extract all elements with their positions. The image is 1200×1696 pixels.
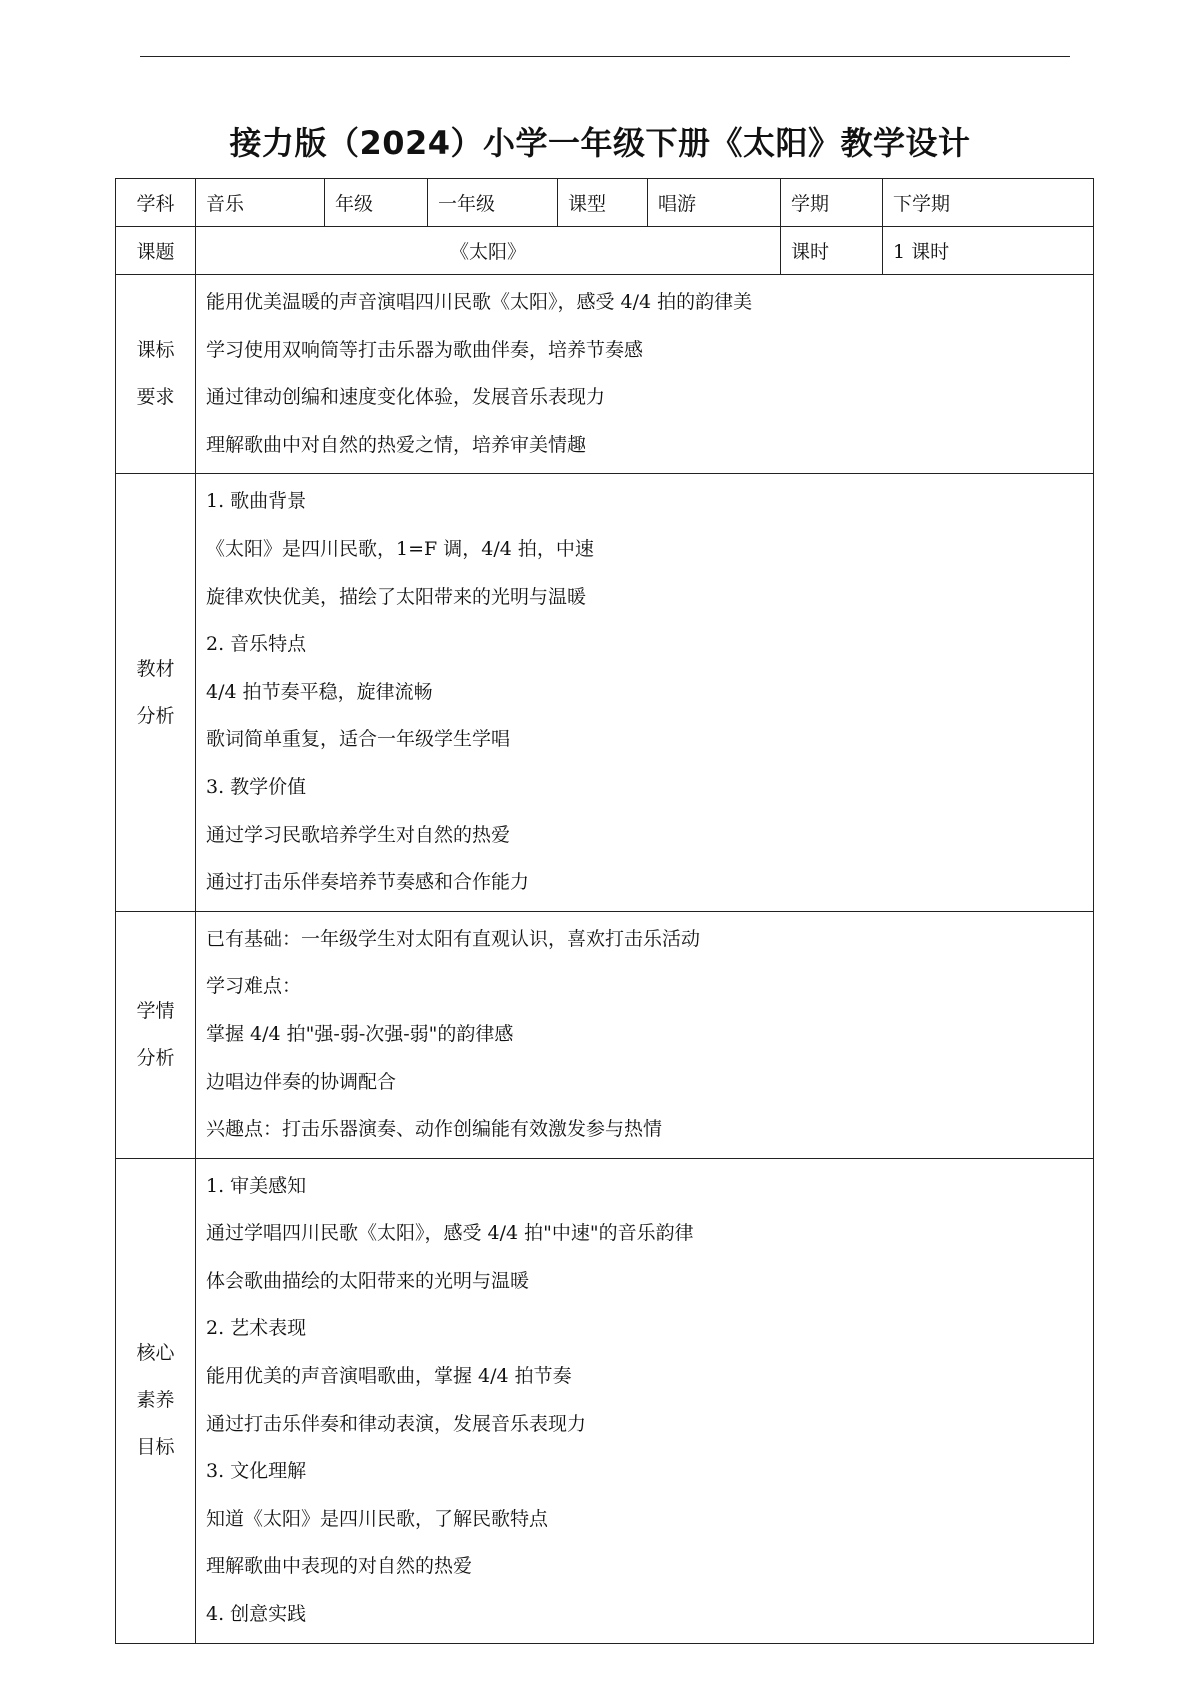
content-line: 3. 文化理解: [206, 1460, 307, 1483]
section-core-literacy-goals: [116, 1158, 1094, 1643]
content-line: 边唱边伴奏的协调配合: [206, 1070, 397, 1093]
content-line: 2. 艺术表现: [206, 1317, 307, 1340]
section-content: [196, 1158, 1094, 1643]
section-label-line: 要求: [136, 386, 175, 409]
content-line: 通过打击乐伴奏培养节奏感和合作能力: [206, 871, 530, 894]
info-row: [116, 179, 1094, 227]
section-label: [116, 474, 196, 911]
lesson-plan-table: [115, 178, 1094, 1644]
grade-value: 一年级: [428, 179, 558, 227]
content-line: 通过学唱四川民歌《太阳》，感受 4/4 拍"中速"的音乐韵律: [206, 1222, 694, 1245]
content-line: 知道《太阳》是四川民歌，了解民歌特点: [206, 1507, 549, 1530]
term-value: 下学期: [883, 179, 1094, 227]
grade-label: 年级: [325, 179, 428, 227]
section-student-analysis: [116, 911, 1094, 1158]
section-label: [116, 275, 196, 474]
content-line: 3. 教学价值: [206, 775, 307, 798]
header-rule: [140, 56, 1070, 57]
content-line: 1. 审美感知: [206, 1174, 307, 1197]
section-label-line: 学情: [136, 999, 175, 1022]
content-line: 理解歌曲中对自然的热爱之情，培养审美情趣: [206, 433, 587, 456]
section-label-line: 素养: [136, 1389, 175, 1412]
topic-row: [116, 227, 1094, 275]
section-label-line: 核心: [136, 1342, 175, 1365]
section-standards: [116, 275, 1094, 474]
content-line: 1. 歌曲背景: [206, 490, 307, 513]
content-line: 通过律动创编和速度变化体验，发展音乐表现力: [206, 386, 606, 409]
content-line: 通过学习民歌培养学生对自然的热爱: [206, 823, 511, 846]
content-line: 4/4 拍节奏平稳，旋律流畅: [206, 680, 433, 703]
content-line: 4. 创意实践: [206, 1603, 307, 1626]
content-line: 能用优美温暖的声音演唱四川民歌《太阳》，感受 4/4 拍的韵律美: [206, 291, 753, 313]
content-line: 歌词简单重复，适合一年级学生学唱: [206, 728, 511, 751]
content-line: 兴趣点：打击乐器演奏、动作创编能有效激发参与热情: [206, 1118, 663, 1141]
content-line: 体会歌曲描绘的太阳带来的光明与温暖: [206, 1269, 530, 1292]
type-label: 课型: [558, 179, 648, 227]
content-line: 《太阳》是四川民歌，1=F 调，4/4 拍，中速: [206, 537, 594, 560]
content-line: 学习难点：: [206, 975, 302, 998]
hours-label: 课时: [781, 227, 883, 275]
content-line: 理解歌曲中表现的对自然的热爱: [206, 1555, 473, 1578]
section-label-line: 目标: [136, 1436, 175, 1459]
content-line: 掌握 4/4 拍"强-弱-次强-弱"的韵律感: [206, 1022, 514, 1045]
section-content: [196, 911, 1094, 1158]
subject-label: 学科: [116, 179, 196, 227]
section-label: [116, 1158, 196, 1643]
section-label: [116, 911, 196, 1158]
section-label-line: 分析: [136, 1046, 175, 1069]
content-line: 能用优美的声音演唱歌曲，掌握 4/4 拍节奏: [206, 1365, 572, 1388]
section-content: [196, 474, 1094, 911]
section-label-line: 分析: [136, 704, 175, 727]
content-line: 通过打击乐伴奏和律动表演，发展音乐表现力: [206, 1412, 587, 1435]
hours-value: 1 课时: [883, 227, 1094, 275]
subject-value: 音乐: [196, 179, 325, 227]
section-material-analysis: [116, 474, 1094, 911]
section-label-line: 教材: [136, 657, 175, 680]
type-value: 唱游: [648, 179, 781, 227]
term-label: 学期: [781, 179, 883, 227]
content-line: 已有基础：一年级学生对太阳有直观认识，喜欢打击乐活动: [206, 927, 701, 950]
section-label-line: 课标: [136, 339, 175, 362]
topic-label: 课题: [116, 227, 196, 275]
content-line: 2. 音乐特点: [206, 633, 307, 656]
section-content: [196, 275, 1094, 474]
content-line: 旋律欢快优美，描绘了太阳带来的光明与温暖: [206, 585, 587, 608]
topic-value: 《太阳》: [196, 227, 781, 275]
document-title: 接力版（2024）小学一年级下册《太阳》教学设计: [229, 124, 971, 162]
content-line: 学习使用双响筒等打击乐器为歌曲伴奏，培养节奏感: [206, 338, 644, 361]
